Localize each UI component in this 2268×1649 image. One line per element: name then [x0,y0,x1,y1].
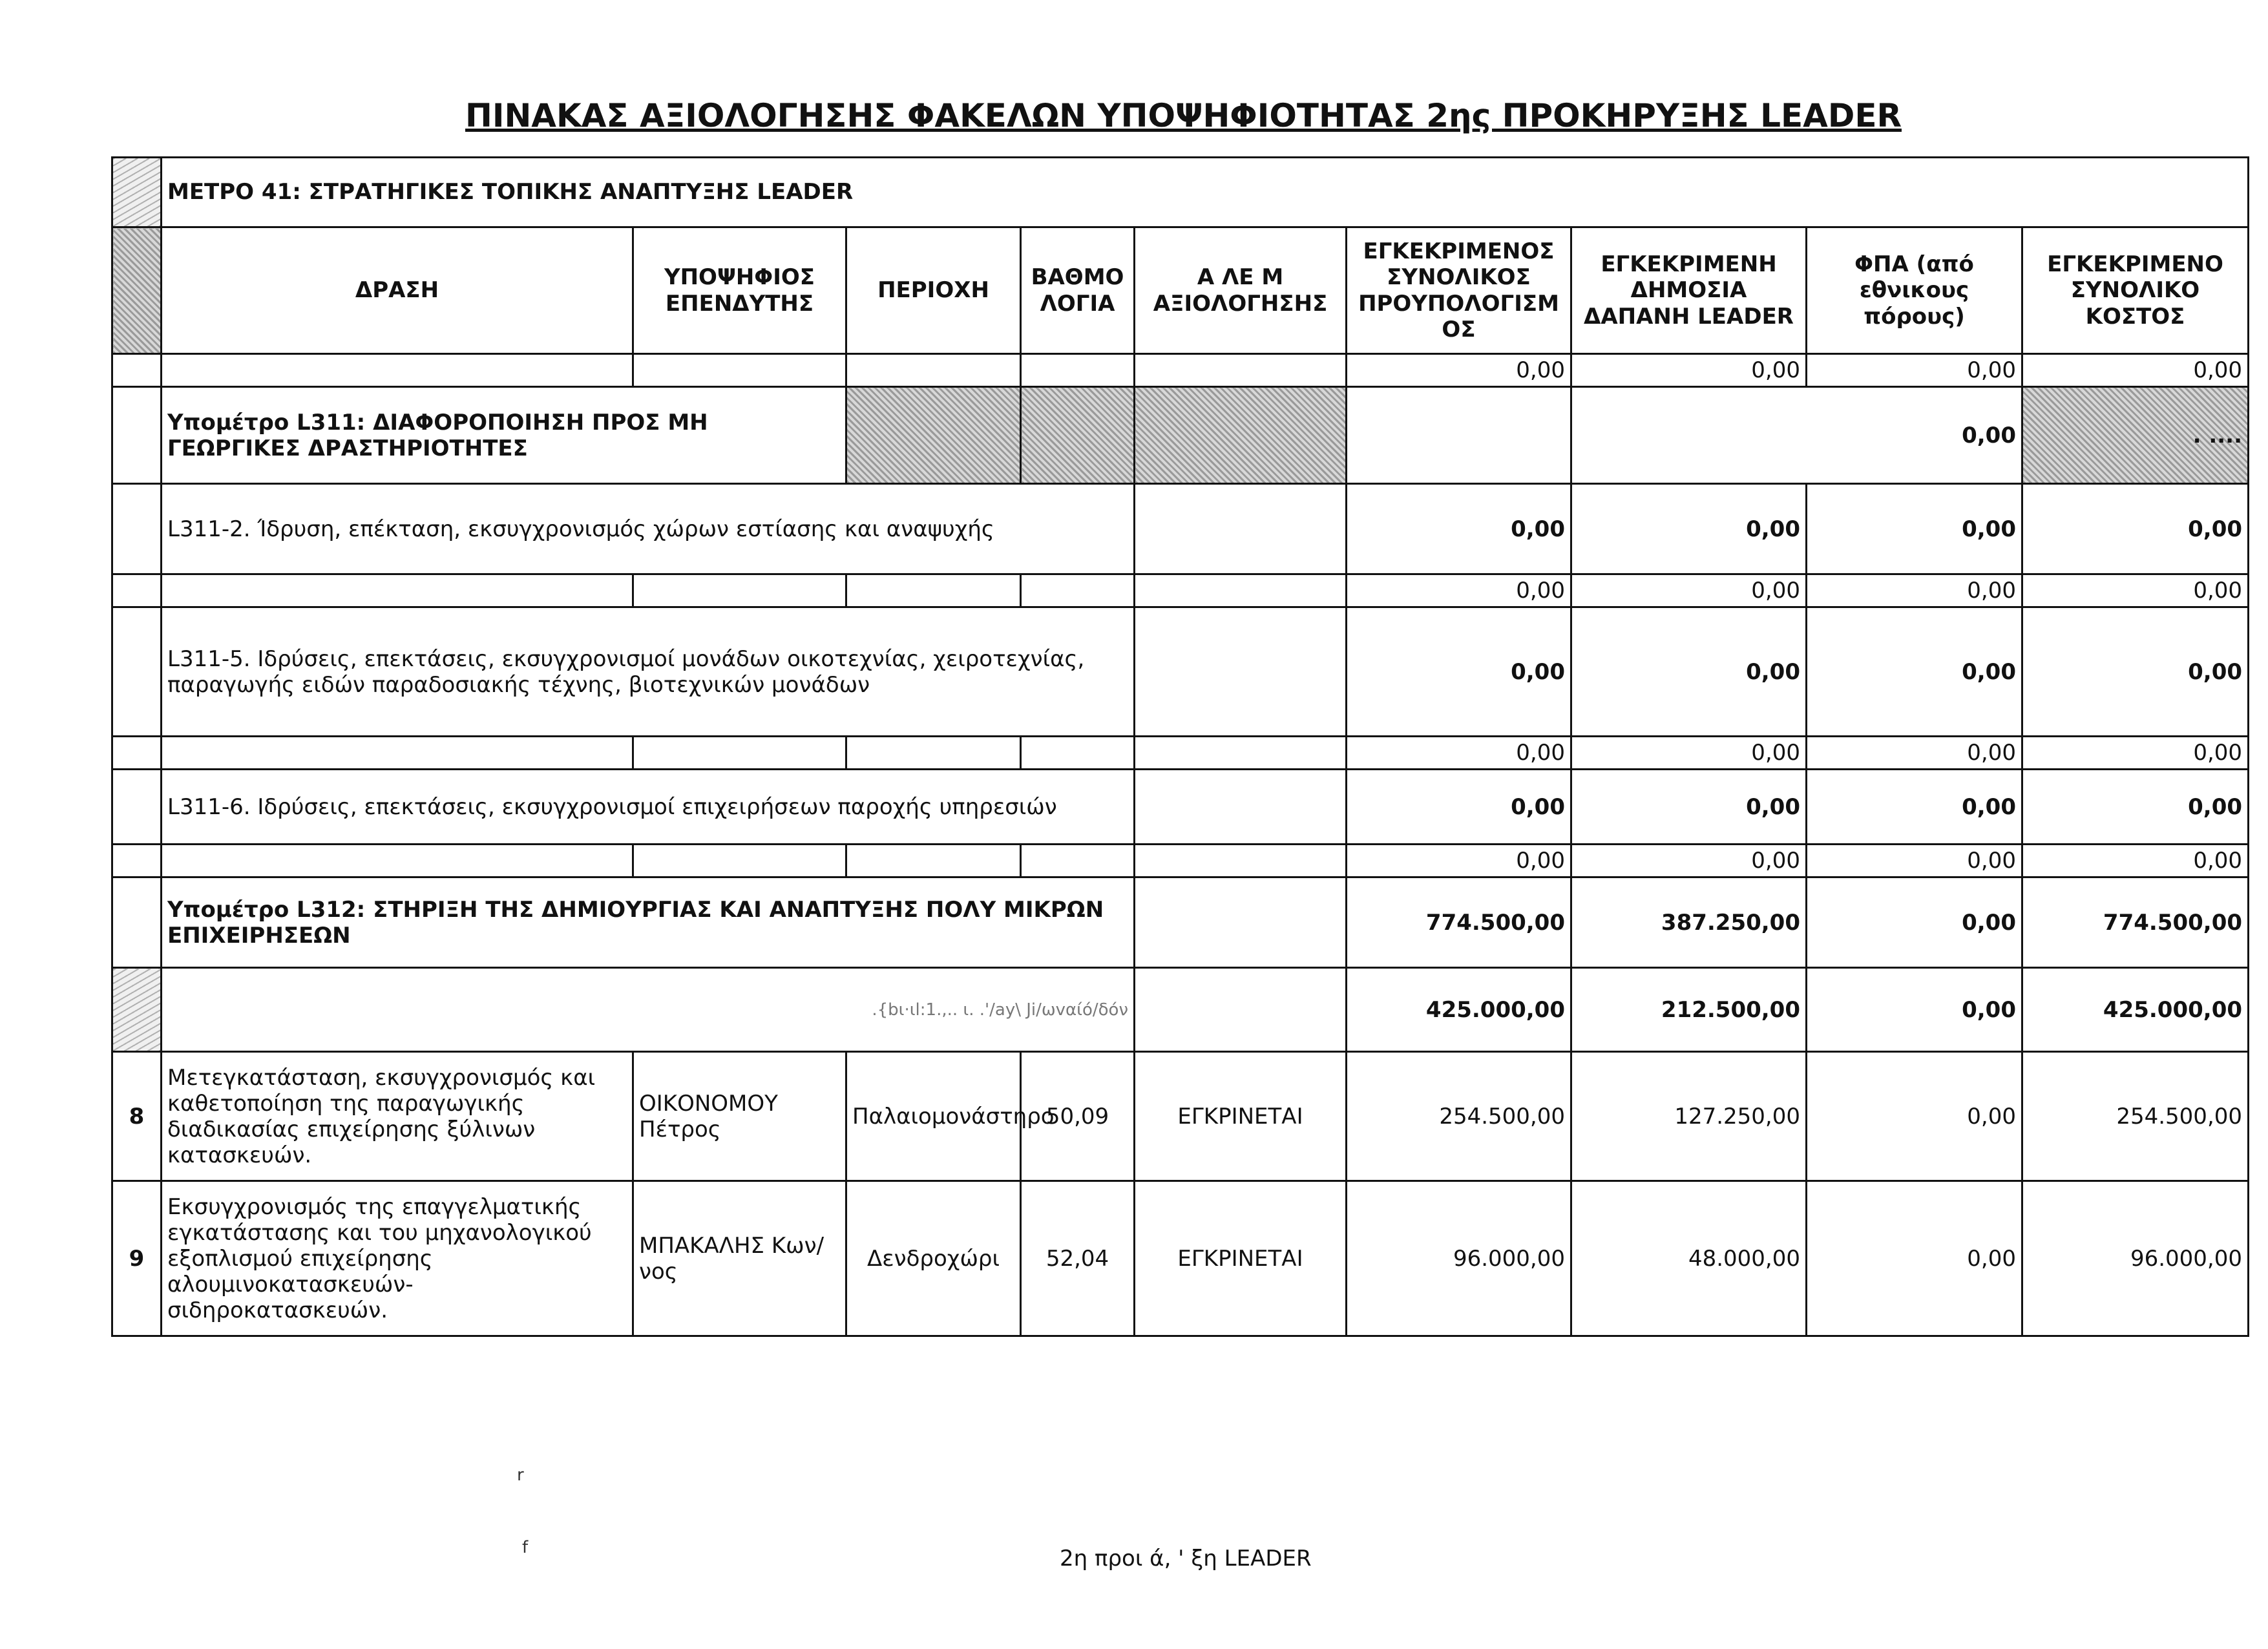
action-subtotal-row [112,845,2249,877]
value-cell: 0,00 [2022,770,2249,845]
project-description: Μετεγκατάσταση, εκσυγχρονισμός και καθετοποίηση της παραγωγικής διαδικασίας επιχείρησης ξύλινων κατασκευών. [162,1052,633,1181]
action-subtotal-row [112,574,2249,607]
header-budget: ΕΓΚΕΚΡΙΜΕΝΟΣ ΣΥΝΟΛΙΚΟΣ ΠΡΟΥΠΟΛΟΓΙΣΜ ΟΣ [1347,227,1571,354]
header-total: ΕΓΚΕΚΡΙΜΕΝΟ ΣΥΝΟΛΙΚΟ ΚΟΣΤΟΣ [2022,227,2249,354]
stray-mark: f [522,1538,529,1557]
value-cell: 0,00 [1807,877,2022,968]
header-result: Α ΛΕ Μ ΑΞΙΟΛΟΓΗΣΗΣ [1135,227,1347,354]
value-cell: 0,00 [1347,770,1571,845]
project-area: Παλαιομονάστηρο [846,1052,1021,1181]
submeasure-l311-title: Υπομέτρο L311: ΔΙΑΦΟΡΟΠΟΙΗΣΗ ΠΡΟΣ ΜΗ ΓΕΩΡΓΙΚΕΣ ΔΡΑΣΤΗΡΙΟΤΗΤΕΣ [162,387,846,484]
project-number: 8 [112,1052,162,1181]
value-cell: 0,00 [1571,737,1807,770]
value-cell: 0,00 [1571,607,1807,737]
value-cell: 0,00 [1807,484,2022,574]
value-cell: 0,00 [1571,484,1807,574]
value-cell: 96.000,00 [2022,1181,2249,1336]
value-cell: 0,00 [1347,574,1571,607]
value-cell: 425.000,00 [2022,968,2249,1052]
value-cell: 0,00 [1347,354,1571,387]
header-applicant: ΥΠΟΨΗΦΙΟΣ ΕΠΕΝΔΥΤΗΣ [633,227,846,354]
value-cell: 425.000,00 [1347,968,1571,1052]
value-cell: 0,00 [1571,770,1807,845]
submeasure-l312-row [112,877,2249,968]
project-row-8 [112,1052,2249,1181]
value-cell: 0,00 [2022,354,2249,387]
value-cell: 774.500,00 [2022,877,2249,968]
value-cell: 96.000,00 [1347,1181,1571,1336]
project-row-9 [112,1181,2249,1336]
value-cell: 0,00 [1347,607,1571,737]
submeasure-l311-row [112,387,2249,484]
evaluation-table [111,156,2249,1337]
measure-title: ΜΕΤΡΟ 41: ΣΤΡΑΤΗΓΙΚΕΣ ΤΟΠΙΚΗΣ ΑΝΑΠΤΥΞΗΣ LEADER [162,158,2249,227]
measure-row [112,158,2249,227]
value-cell: 0,00 [1807,1052,2022,1181]
l312-action-row [112,968,2249,1052]
header-public: ΕΓΚΕΚΡΙΜΕΝΗ ΔΗΜΟΣΙΑ ΔΑΠΑΝΗ LEADER [1571,227,1807,354]
value-cell: 0,00 [1347,845,1571,877]
action-row-l311-2 [112,484,2249,574]
value-cell: 0,00 [2022,845,2249,877]
action-row-l311-5 [112,607,2249,737]
submeasure-l312-title: Υπομέτρο L312: ΣΤΗΡΙΞΗ ΤΗΣ ΔΗΜΙΟΥΡΓΙΑΣ ΚΑΙ ΑΝΑΠΤΥΞΗΣ ΠΟΛΥ ΜΙΚΡΩΝ ΕΠΙΧΕΙΡΗΣΕΩΝ [162,877,1135,968]
project-number: 9 [112,1181,162,1336]
value-cell: 0,00 [1807,737,2022,770]
value-cell: 387.250,00 [1571,877,1807,968]
value-cell: 0,00 [1807,770,2022,845]
action-row-l311-6 [112,770,2249,845]
header-totals-row [112,354,2249,387]
project-result: ΕΓΚΡΙΝΕΤΑΙ [1135,1181,1347,1336]
l312-action-title: .{bι·ιl:1.,.. ι. .'/ay\ Ji/ωvαίό/δόν [162,968,1135,1052]
value-cell: 0,00 [2022,484,2249,574]
value-cell: 0,00 [1807,354,2022,387]
value-cell: 0,00 [1807,845,2022,877]
header-row [112,227,2249,354]
value-cell: 0,00 [2022,737,2249,770]
value-cell: 0,00 [1807,574,2022,607]
value-cell: 212.500,00 [1571,968,1807,1052]
value-cell: 0,00 [1571,845,1807,877]
project-score: 52,04 [1021,1181,1135,1336]
value-cell: 0,00 [1807,968,2022,1052]
value-cell: 48.000,00 [1571,1181,1807,1336]
project-score: 50,09 [1021,1052,1135,1181]
action-subtotal-row [112,737,2249,770]
header-action: ΔΡΑΣΗ [162,227,633,354]
project-applicant: ΟΙΚΟΝΟΜΟΥ Πέτρος [633,1052,846,1181]
value-cell: 254.500,00 [1347,1052,1571,1181]
header-vat: ΦΠΑ (από εθνικους πόρους) [1807,227,2022,354]
value-cell: 0,00 [1807,1181,2022,1336]
value-cell: 127.250,00 [1571,1052,1807,1181]
value-cell: 0,00 [1571,354,1807,387]
project-description: Εκσυγχρονισμός της επαγγελματικής εγκατάστασης και του μηχανολογικού εξοπλισμού επιχείρησης αλουμινοκατασκευών-σιδηροκατασκευών. [162,1181,633,1336]
action-title: L311-2. Ίδρυση, επέκταση, εκσυγχρονισμός χώρων εστίασης και αναψυχής [162,484,1135,574]
submeasure-l311-public: 0,00 [1571,387,2022,484]
project-result: ΕΓΚΡΙΝΕΤΑΙ [1135,1052,1347,1181]
header-area: ΠΕΡΙΟΧΗ [846,227,1021,354]
value-cell: 0,00 [1347,484,1571,574]
action-title: L311-5. Ιδρύσεις, επεκτάσεις, εκσυγχρονισμοί μονάδων οικοτεχνίας, χειροτεχνίας, παραγωγής ειδών παραδοσιακής τέχνης, βιοτεχνικών μονάδων [162,607,1135,737]
action-title: L311-6. Ιδρύσεις, επεκτάσεις, εκσυγχρονισμοί επιχειρήσεων παροχής υπηρεσιών [162,770,1135,845]
value-cell: 0,00 [1571,574,1807,607]
page-title: ΠΙΝΑΚΑΣ ΑΞΙΟΛΟΓΗΣΗΣ ΦΑΚΕΛΩΝ ΥΠΟΨΗΦΙΟΤΗΤΑΣ 2ης ΠΡΟΚΗΡΥΞΗΣ LEADER [465,97,1902,134]
submeasure-l311-total: . .... [2022,387,2249,484]
value-cell: 0,00 [2022,574,2249,607]
project-applicant: ΜΠΑΚΑΛΗΣ Κων/νος [633,1181,846,1336]
value-cell: 774.500,00 [1347,877,1571,968]
value-cell: 0,00 [1807,607,2022,737]
value-cell: 254.500,00 [2022,1052,2249,1181]
footer-text: 2η προι ά, ' ξη LEADER [1060,1546,1312,1571]
project-area: Δενδροχώρι [846,1181,1021,1336]
value-cell: 0,00 [2022,607,2249,737]
header-score: ΒΑΘΜΟ ΛΟΓΙΑ [1021,227,1135,354]
value-cell: 0,00 [1347,737,1571,770]
stray-mark: r [517,1465,524,1485]
